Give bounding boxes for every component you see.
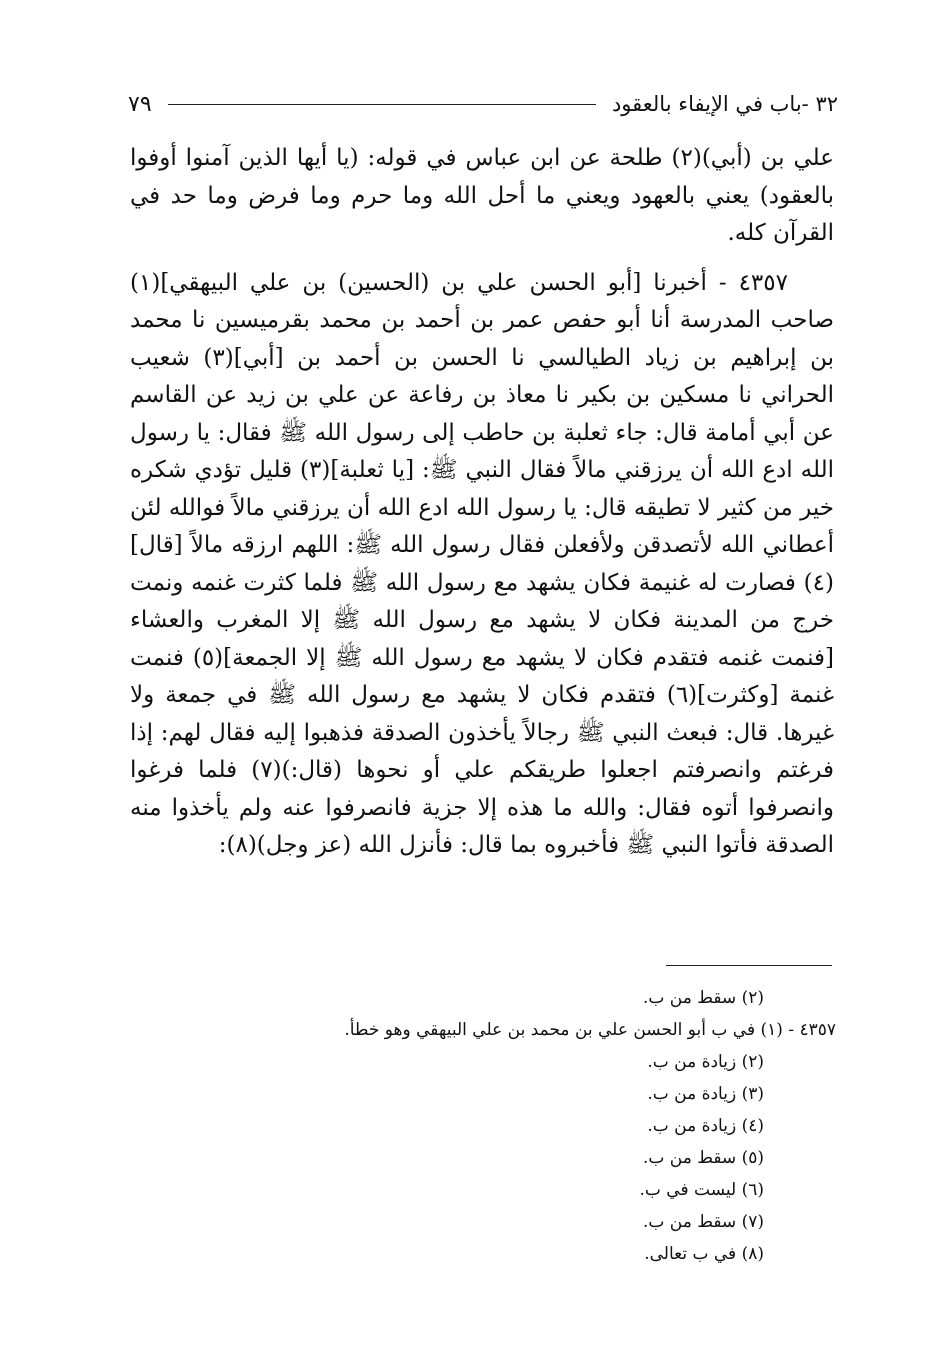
footnote: (٢) سقط من ب. bbox=[642, 988, 764, 1008]
hadith-4357: ٤٣٥٧ - أخبرنا [أبو الحسن علي بن (الحسين) بن علي البيهقي](١) صاحب المدرسة أنا أبو حفص عمر بن أحمد بن محمد بقرميسين نا محمد بن إبراهيم بن زياد الطيالسي نا الحسن بن أحمد بن [أبي](٣) شعيب الحراني نا مسكين بن بكير نا معاذ بن رفاعة عن علي بن زيد عن القاسم عن أبي أمامة قال: جاء ثعلبة بن حاطب إلى رسول الله ﷺ فقال: يا رسول الله ادع الله أن يرزقني مالاً فقال النبي ﷺ: [يا ثعلبة](٣) قليل تؤدي شكره خير من كثير لا تطيقه قال: يا رسول الله ادع الله أن يرزقني مالاً فوالله لئن أعطاني الله لأتصدقن ولأفعلن فقال رسول الله ﷺ: اللهم ارزقه مالاً [قال](٤) فصارت له غنيمة فكان يشهد مع رسول الله ﷺ فلما كثرت غنمه ونمت خرج من المدينة فكان لا يشهد مع رسول الله ﷺ إلا المغرب والعشاء [فنمت غنمه فتقدم فكان لا يشهد مع رسول الله ﷺ إلا الجمعة](٥) فنمت غنمة [وكثرت](٦) فتقدم فكان لا يشهد مع رسول الله ﷺ في جمعة ولا غيرها. قال: فبعث النبي ﷺ رجالاً يأخذون الصدقة فذهبوا إليه فقال لهم: إذا فرغتم وانصرفتم اجعلوا طريقكم علي أو نحوها (قال:)(٧) فلما فرغوا وانصرفوا أتوه فقال: والله ما هذه إلا جزية فانصرفوا عنه ولم يأخذوا منه الصدقة فأتوا النبي ﷺ فأخبروه بما قال: فأنزل الله (عز وجل)(٨): bbox=[130, 269, 834, 858]
footnote: (٥) سقط من ب. bbox=[642, 1148, 764, 1168]
footnotes bbox=[200, 982, 836, 1270]
chapter-title: ٣٢ -باب في الإيفاء بالعقود bbox=[611, 92, 838, 116]
main-text bbox=[130, 140, 834, 865]
footnote: (٤) زيادة من ب. bbox=[647, 1116, 764, 1136]
footnote: ٤٣٥٧ - (١) في ب أبو الحسن علي بن محمد بن علي البيهقي وهو خطأ. bbox=[344, 1020, 836, 1040]
header-rule bbox=[168, 104, 596, 105]
running-header bbox=[128, 84, 838, 124]
paragraph-continuation: علي بن (أبي)(٢) طلحة عن ابن عباس في قوله: (يا أيها الذين آمنوا أوفوا بالعقود) يعني بالعهود ويعني ما أحل الله وما حرم وما فرض وما حد في القرآن كله. bbox=[130, 145, 834, 246]
footnote-separator bbox=[666, 965, 832, 966]
footnote: (٦) ليست في ب. bbox=[639, 1180, 764, 1200]
page-number: ٧٩ bbox=[128, 91, 152, 117]
footnote: (٣) زيادة من ب. bbox=[647, 1084, 764, 1104]
footnote: (٢) زيادة من ب. bbox=[647, 1052, 764, 1072]
footnote: (٨) في ب تعالى. bbox=[644, 1244, 764, 1264]
footnote: (٧) سقط من ب. bbox=[642, 1212, 764, 1232]
